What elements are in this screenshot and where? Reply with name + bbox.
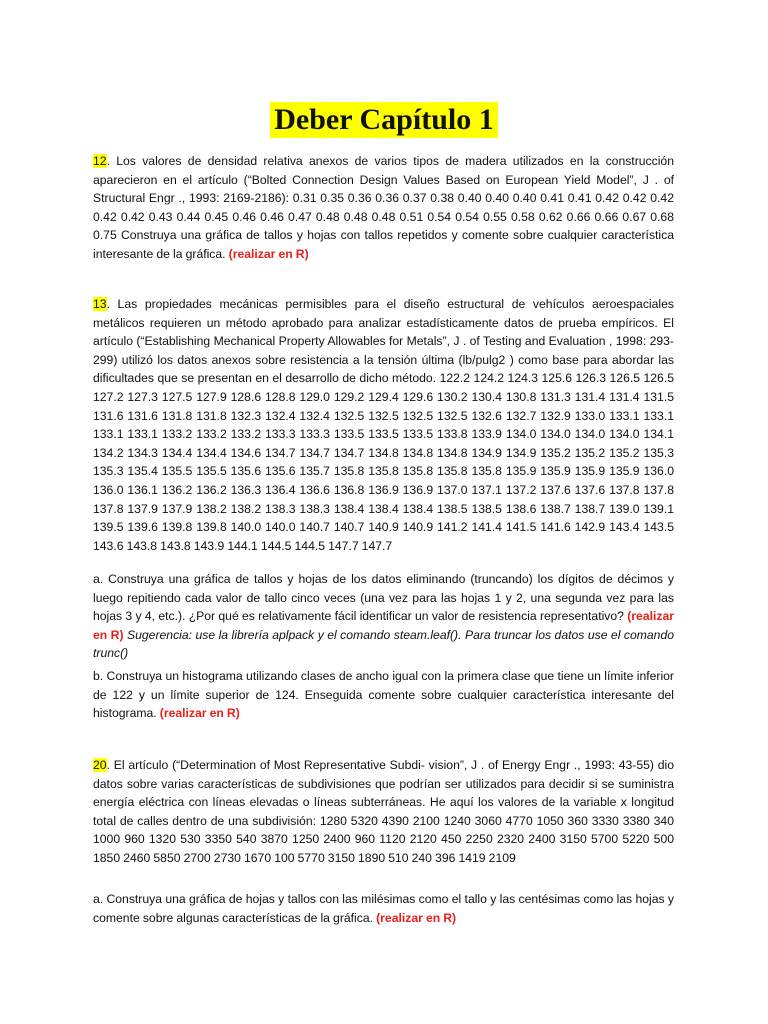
q13-number: 13 bbox=[93, 297, 107, 311]
title-container bbox=[0, 102, 768, 138]
q12-text: . Los valores de densidad relativa anexos de varios tipos de madera utilizados en la construcción aparecieron en el artículo (“Bolted Connection Design Values Based on European Yield Model”, J . of Structural Engr ., 1993: 2169-2186): 0.31 0.35 0.36 0.36 0.37 0.38 0.40 0.40 0.40 0.41 0.41 0.42 0.42 0.42 0.42 0.42 0.43 0.44 0.45 0.46 0.46 0.47 0.48 0.48 0.48 0.51 0.54 0.54 0.55 0.58 0.62 0.66 0.66 0.67 0.68 0.75 Construya una gráfica de tallos y hojas con tallos repetidos y comente sobre cualquier característica interesante de la gráfica. bbox=[93, 154, 674, 261]
q12-paragraph bbox=[93, 152, 674, 264]
q20-number: 20 bbox=[93, 758, 107, 772]
q20-paragraph bbox=[93, 756, 674, 868]
q13-paragraph bbox=[93, 295, 674, 555]
question-20 bbox=[93, 756, 674, 868]
question-20a bbox=[93, 890, 674, 927]
q12-red-note: (realizar en R) bbox=[228, 246, 309, 261]
q13b-paragraph bbox=[93, 667, 674, 723]
q13b-text: b. Construya un histograma utilizando clases de ancho igual con la primera clase que tiene un límite inferior de 122 y un límite superior de 124. Enseguida comente sobre cualquier característica interesante del histograma. bbox=[93, 669, 674, 721]
q13a-red-note: (realizar en R) bbox=[93, 609, 674, 642]
q13a-text: a. Construya una gráfica de tallos y hojas de los datos eliminando (truncando) los dígitos de décimos y luego repitiendo cada valor de tallo cinco veces (una vez para las hojas 1 y 2, una segunda vez para las hojas 3 y 4, etc.). ¿Por qué es relativamente fácil identificar un valor de resistencia representativo? bbox=[93, 572, 674, 624]
q13a-hint: Sugerencia: use la librería aplpack y el comando steam.leaf(). Para truncar los datos use el comando trunc() bbox=[93, 627, 675, 661]
q20a-text: a. Construya una gráfica de hojas y tallos con las milésimas como el tallo y las centésimas como las hojas y comente sobre algunas características de la gráfica. bbox=[93, 892, 674, 925]
q13-text: . Las propiedades mecánicas permisibles para el diseño estructural de vehículos aeroespaciales metálicos requieren un método aprobado para analizar estadísticamente datos de prueba empíricos. El artículo (“Establishing Mechanical Property Allowables for Metals”, J . of Testing and Evaluation , 1998: 293-299) utilizó los datos anexos sobre resistencia a la tensión última (lb/pulg2 ) como base para abordar las dificultades que se presentan en el desarrollo de dicho método. 122.2 124.2 124.3 125.6 126.3 126.5 126.5 127.2 127.3 127.5 127.9 128.6 128.8 129.0 129.2 129.4 129.6 130.2 130.4 130.8 131.3 131.4 131.4 131.5 131.6 131.6 131.8 131.8 132.3 132.4 132.4 132.5 132.5 132.5 132.5 132.6 132.7 132.9 133.0 133.1 133.1 133.1 133.1 133.2 133.2 133.2 133.3 133.3 133.5 133.5 133.5 133.8 133.9 134.0 134.0 134.0 134.0 134.1 134.2 134.3 134.4 134.4 134.6 134.7 134.7 134.7 134.8 134.8 134.8 134.9 134.9 135.2 135.2 135.2 135.3 135.3 135.4 135.5 135.5 135.6 135.6 135.7 135.8 135.8 135.8 135.8 135.8 135.9 135.9 135.9 135.9 136.0 136.0 136.1 136.2 136.2 136.3 136.4 136.6 136.8 136.9 136.9 137.0 137.1 137.2 137.6 137.6 137.8 137.8 137.8 137.9 137.9 138.2 138.2 138.3 138.3 138.4 138.4 138.4 138.5 138.5 138.6 138.7 138.7 139.0 139.1 139.5 139.6 139.8 139.8 140.0 140.0 140.7 140.7 140.9 140.9 141.2 141.4 141.5 141.6 142.9 143.4 143.5 143.6 143.8 143.8 143.9 144.1 144.5 144.5 147.7 147.7 bbox=[93, 297, 674, 553]
page-title: Deber Capítulo 1 bbox=[270, 102, 497, 138]
q12-number: 12 bbox=[93, 154, 107, 168]
q20a-paragraph bbox=[93, 890, 674, 927]
q20a-red-note: (realizar en R) bbox=[376, 910, 457, 925]
q13b-red-note: (realizar en R) bbox=[159, 706, 240, 721]
question-13a bbox=[93, 570, 674, 663]
question-13 bbox=[93, 295, 674, 555]
question-12 bbox=[93, 152, 674, 264]
question-13b bbox=[93, 667, 674, 723]
q13a-paragraph bbox=[93, 570, 674, 663]
q20-text: . El artículo (“Determination of Most Representative Subdi- vision”, J . of Energy Engr ., 1993: 43-55) dio datos sobre varias características de subdivisiones que podrían ser utilizados para decidir si se suministra energía eléctrica con líneas elevadas o líneas subterráneas. He aquí los valores de la variable x longitud total de calles dentro de una subdivisión: 1280 5320 4390 2100 1240 3060 4770 1050 360 3330 3380 340 1000 960 1320 530 3350 540 3870 1250 2400 960 1120 2120 450 2250 2320 2400 3150 5700 5220 500 1850 2460 5850 2700 2730 1670 100 5770 3150 1890 510 240 396 1419 2109 bbox=[93, 758, 674, 865]
